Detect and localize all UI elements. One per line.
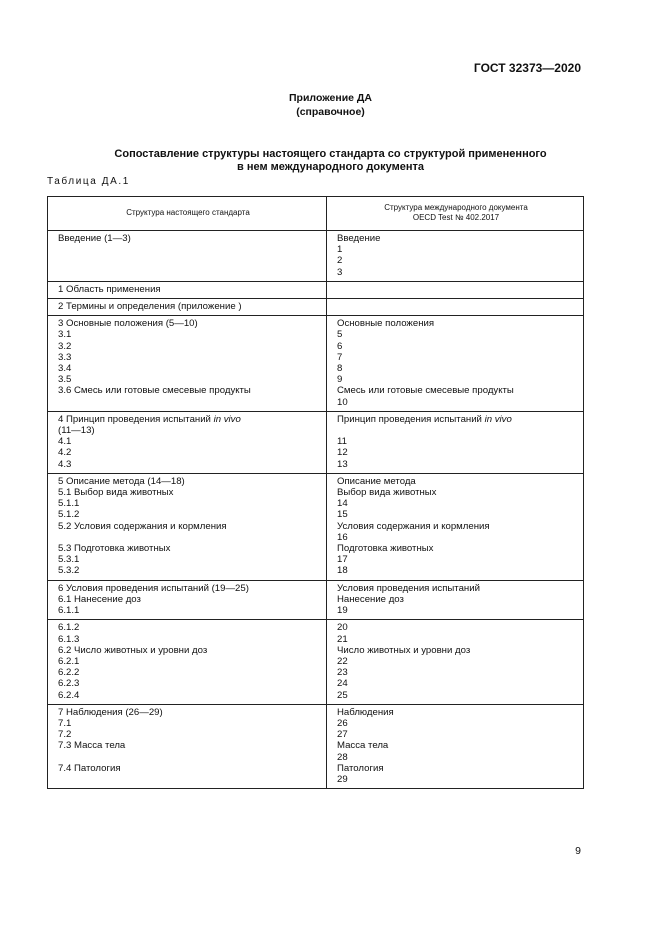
table-row [48,704,584,788]
cell-line: 7.2 [58,729,72,741]
cell-line: 5.1.1 [58,498,80,510]
cell-line: 5.1 Выбор вида животных [58,487,174,499]
table-row [48,231,584,282]
cell-line: 5.1.2 [58,509,80,521]
table-row [48,411,584,473]
table-row [48,281,584,298]
cell-international-document [327,473,584,580]
cell-line: 6 Условия проведения испытаний (19—25) [58,582,249,594]
header-line: Структура международного документа [384,203,528,212]
cell-line: 4.3 [58,458,72,470]
cell-line: 29 [337,773,348,785]
cell-line: 5 Описание метода (14—18) [58,475,185,487]
cell-line: 6.2.1 [58,655,80,667]
cell-line: Нанесение доз [337,593,404,605]
table-row [48,299,584,316]
cell-line: Патология [337,762,384,774]
table-row [48,316,584,412]
cell-this-standard [48,704,327,788]
cell-line: Подготовка животных [337,543,434,555]
cell-international-document [327,704,584,788]
document-title-line: в нем международного документа [237,161,424,173]
cell-line: Число животных и уровни доз [337,644,471,656]
cell-line: 20 [337,622,348,634]
page-number: 9 [575,845,581,857]
cell-line: Введение (1—3) [58,233,131,244]
cell-line: Условия содержания и кормления [337,520,490,532]
cell-line: 4.2 [58,447,72,459]
table-label: Таблица ДА.1 [47,176,130,187]
cell-line: 16 [337,531,348,543]
cell-line: 4.1 [58,436,72,448]
cell-line: 7 Наблюдения (26—29) [58,706,163,718]
cell-line: 6.1 Нанесение доз [58,593,141,605]
cell-line: 18 [337,565,348,577]
table-row [48,580,584,620]
cell-line: 3 Основные положения (5—10) [58,318,198,330]
cell-line: Введение [337,233,381,244]
cell-line: 6 [337,340,343,352]
cell-line: 5.3.2 [58,565,80,577]
cell-line: 7.1 [58,717,72,729]
cell-line: 1 [337,244,343,256]
cell-this-standard [48,316,327,412]
cell-line: 3 [337,266,343,278]
cell-line: Описание метода [337,475,416,487]
cell-line: 1 Область применения [58,283,161,295]
cell-this-standard [48,580,327,620]
header-line: OECD Test № 402.2017 [412,213,500,222]
cell-line: Принцип проведения испытаний in vivo [337,413,512,425]
cell-line: 5 [337,329,343,341]
cell-line: 26 [337,717,348,729]
cell-line: 10 [337,396,348,408]
cell-this-standard [48,620,327,704]
cell-line: 25 [337,689,348,701]
cell-line: 6.2.4 [58,689,80,701]
structure-comparison-table [47,196,584,789]
cell-line: 7.3 Масса тела [58,740,126,752]
cell-line: 9 [337,374,343,386]
cell-line: 6.2 Число животных и уровни доз [58,644,208,656]
cell-line: 7.4 Патология [58,762,121,774]
cell-line: 11 [337,436,347,448]
cell-line: 15 [337,509,348,521]
cell-line: Основные положения [337,318,435,330]
cell-international-document [327,316,584,412]
cell-line: 2 [337,255,343,267]
cell-this-standard [48,281,327,298]
cell-line: (11—13) [58,425,95,437]
cell-line: 3.3 [58,351,72,363]
cell-line [58,752,318,763]
cell-line: 27 [337,729,348,741]
standard-designation: ГОСТ 32373—2020 [473,61,581,75]
cell-international-document [327,231,584,282]
cell-this-standard [48,473,327,580]
cell-line: 13 [337,458,348,470]
table-header-row [48,197,584,231]
cell-line: 22 [337,655,348,667]
table-row [48,620,584,704]
cell-line: 5.2 Условия содержания и кормления [58,520,227,532]
cell-line: 17 [337,554,348,566]
cell-this-standard [48,411,327,473]
document-title-line: Сопоставление структуры настоящего стандарта со структурой примененного [114,148,547,160]
cell-line: 2 Термины и определения (приложение ) [58,301,242,313]
cell-line [58,532,318,543]
cell-line: 4 Принцип проведения испытаний in vivo [58,413,241,425]
appendix-title: Приложение ДА [289,92,372,104]
cell-line: 28 [337,751,348,763]
document-title [0,148,661,174]
appendix-subtitle: (справочное) [296,106,365,118]
cell-international-document [327,281,584,298]
cell-line: 3.5 [58,374,72,386]
cell-line: 3.4 [58,363,72,375]
cell-line: 6.2.2 [58,667,80,679]
cell-line: 6.2.3 [58,678,80,690]
cell-this-standard [48,231,327,282]
cell-line: 6.1.1 [58,605,80,617]
cell-line: Выбор вида животных [337,487,437,499]
cell-line: 3.2 [58,340,72,352]
cell-line: 6.1.3 [58,633,80,645]
cell-line: 6.1.2 [58,622,80,634]
cell-line: 24 [337,678,348,690]
cell-international-document [327,620,584,704]
cell-line: 5.3 Подготовка животных [58,543,171,555]
cell-line: 5.3.1 [58,554,80,566]
cell-international-document [327,580,584,620]
table-row [48,473,584,580]
header-cell-this-standard: Структура настоящего стандарта [48,197,327,231]
cell-line: Наблюдения [337,706,394,718]
cell-line: 21 [337,633,348,645]
cell-line: Масса тела [337,740,389,752]
cell-line: 7 [337,351,343,363]
cell-line: 23 [337,667,348,679]
cell-line: 8 [337,363,343,375]
cell-this-standard [48,299,327,316]
cell-line: 12 [337,447,348,459]
cell-international-document [327,411,584,473]
cell-line: Смесь или готовые смесевые продукты [337,385,514,397]
cell-line: 3.6 Смесь или готовые смесевые продукты [58,385,251,397]
cell-line [337,425,575,436]
header-cell-international-document [327,197,584,231]
cell-line: 19 [337,605,348,617]
cell-line: Условия проведения испытаний [337,582,480,594]
cell-international-document [327,299,584,316]
cell-line: 3.1 [58,329,72,341]
cell-line: 14 [337,498,348,510]
